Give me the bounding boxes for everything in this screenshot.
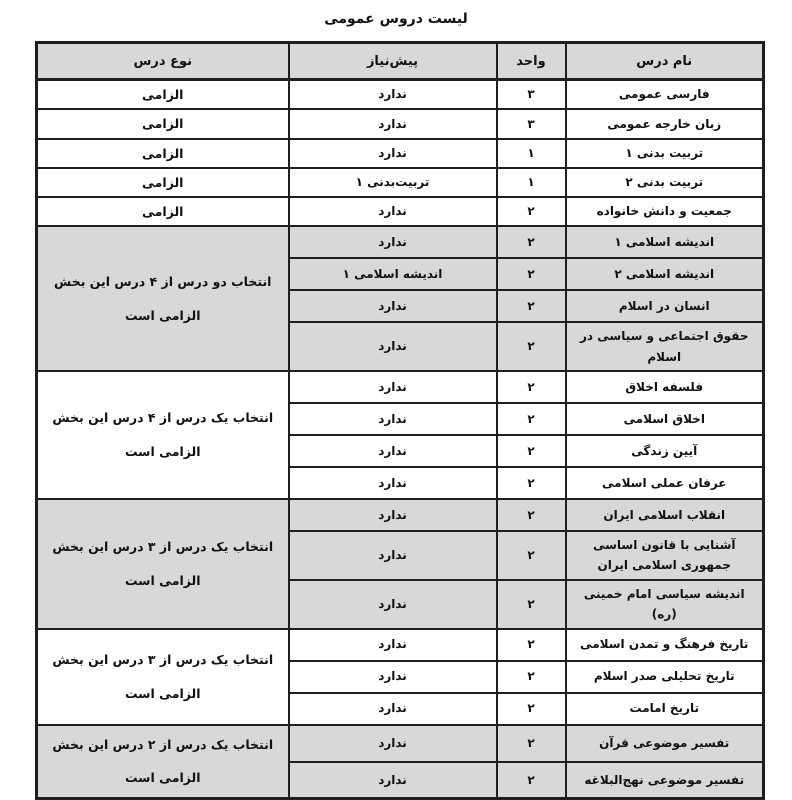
course-name-cell: زبان خارجه عمومی (566, 109, 764, 138)
unit-cell: ۲ (497, 226, 566, 258)
unit-cell: ۲ (497, 629, 566, 661)
course-row (37, 371, 764, 403)
course-name-cell: تاریخ تحلیلی صدر اسلام (566, 661, 764, 693)
course-name-cell: اندیشه اسلامی ۱ (566, 226, 764, 258)
course-type-cell: الزامی (37, 80, 289, 110)
page-title: لیست دروس عمومی (324, 11, 468, 27)
course-name-cell: فارسی عمومی (566, 80, 764, 110)
header-cell-course-name: نام درس (566, 43, 764, 80)
unit-cell: ۲ (497, 762, 566, 799)
table-header (37, 43, 764, 80)
unit-cell: ۲ (497, 403, 566, 435)
header-cell-course-type: نوع درس (37, 43, 289, 80)
course-name-cell: آیین زندگی (566, 435, 764, 467)
course-name-cell: تاریخ فرهنگ و تمدن اسلامی (566, 629, 764, 661)
unit-cell: ۲ (497, 371, 566, 403)
course-name-cell: تاریخ امامت (566, 693, 764, 725)
prerequisite-cell: ندارد (289, 403, 497, 435)
course-name-cell: انسان در اسلام (566, 290, 764, 322)
group-type-cell: انتخاب یک درس از ۲ درس این بخش الزامی است (37, 725, 289, 799)
group-type-cell: انتخاب دو درس از ۴ درس این بخش الزامی است (37, 226, 289, 371)
course-type-cell: الزامی (37, 109, 289, 138)
course-name-cell: عرفان عملی اسلامی (566, 467, 764, 499)
group-type-cell: انتخاب یک درس از ۳ درس این بخش الزامی است (37, 499, 289, 629)
course-type-cell: الزامی (37, 168, 289, 197)
courses-table (35, 41, 765, 800)
prerequisite-cell: ندارد (289, 762, 497, 799)
unit-cell: ۲ (497, 467, 566, 499)
course-name-cell: انقلاب اسلامی ایران (566, 499, 764, 531)
course-name-cell: آشنایی با قانون اساسی جمهوری اسلامی ایران (566, 531, 764, 580)
header-cell-unit: واحد (497, 43, 566, 80)
course-row (37, 80, 764, 110)
unit-cell: ۲ (497, 693, 566, 725)
group-type-cell: انتخاب یک درس از ۳ درس این بخش الزامی است (37, 629, 289, 725)
prerequisite-cell: ندارد (289, 467, 497, 499)
course-name-cell: حقوق اجتماعی و سیاسی در اسلام (566, 322, 764, 371)
prerequisite-cell: ندارد (289, 371, 497, 403)
course-type-cell: الزامی (37, 139, 289, 168)
unit-cell: ۱ (497, 168, 566, 197)
prerequisite-cell: ندارد (289, 322, 497, 371)
prerequisite-cell: ندارد (289, 139, 497, 168)
prerequisite-cell: ندارد (289, 725, 497, 762)
course-name-cell: اندیشه سیاسی امام خمینی (ره) (566, 580, 764, 629)
prerequisite-cell: ندارد (289, 290, 497, 322)
course-row (37, 168, 764, 197)
unit-cell: ۳ (497, 80, 566, 110)
course-row (37, 226, 764, 258)
prerequisite-cell: ندارد (289, 109, 497, 138)
unit-cell: ۲ (497, 531, 566, 580)
prerequisite-cell: ندارد (289, 661, 497, 693)
course-row (37, 109, 764, 138)
course-row (37, 499, 764, 531)
course-name-cell: تفسیر موضوعی نهج‌البلاغه (566, 762, 764, 799)
prerequisite-cell: ندارد (289, 499, 497, 531)
course-row (37, 725, 764, 762)
prerequisite-cell: ندارد (289, 693, 497, 725)
courses-table-body (37, 80, 764, 799)
unit-cell: ۲ (497, 661, 566, 693)
unit-cell: ۲ (497, 290, 566, 322)
course-name-cell: تربیت بدنی ۱ (566, 139, 764, 168)
prerequisite-cell: ندارد (289, 80, 497, 110)
unit-cell: ۲ (497, 197, 566, 226)
course-name-cell: جمعیت و دانش خانواده (566, 197, 764, 226)
unit-cell: ۲ (497, 258, 566, 290)
course-name-cell: اندیشه اسلامی ۲ (566, 258, 764, 290)
unit-cell: ۲ (497, 499, 566, 531)
unit-cell: ۲ (497, 322, 566, 371)
prerequisite-cell: ندارد (289, 629, 497, 661)
course-row (37, 197, 764, 226)
unit-cell: ۲ (497, 435, 566, 467)
prerequisite-cell: ندارد (289, 435, 497, 467)
prerequisite-cell: ندارد (289, 197, 497, 226)
course-row (37, 629, 764, 661)
unit-cell: ۲ (497, 725, 566, 762)
prerequisite-cell: ندارد (289, 531, 497, 580)
group-type-cell: انتخاب یک درس از ۴ درس این بخش الزامی است (37, 371, 289, 499)
header-cell-prerequisite: پیش‌نیاز (289, 43, 497, 80)
prerequisite-cell: اندیشه اسلامی ۱ (289, 258, 497, 290)
course-row (37, 139, 764, 168)
prerequisite-cell: ندارد (289, 226, 497, 258)
course-name-cell: تفسیر موضوعی قرآن (566, 725, 764, 762)
course-type-cell: الزامی (37, 197, 289, 226)
course-name-cell: تربیت بدنی ۲ (566, 168, 764, 197)
prerequisite-cell: تربیت‌بدنی ۱ (289, 168, 497, 197)
course-name-cell: اخلاق اسلامی (566, 403, 764, 435)
unit-cell: ۳ (497, 109, 566, 138)
prerequisite-cell: ندارد (289, 580, 497, 629)
unit-cell: ۱ (497, 139, 566, 168)
unit-cell: ۲ (497, 580, 566, 629)
header-row (37, 43, 764, 80)
course-name-cell: فلسفه اخلاق (566, 371, 764, 403)
